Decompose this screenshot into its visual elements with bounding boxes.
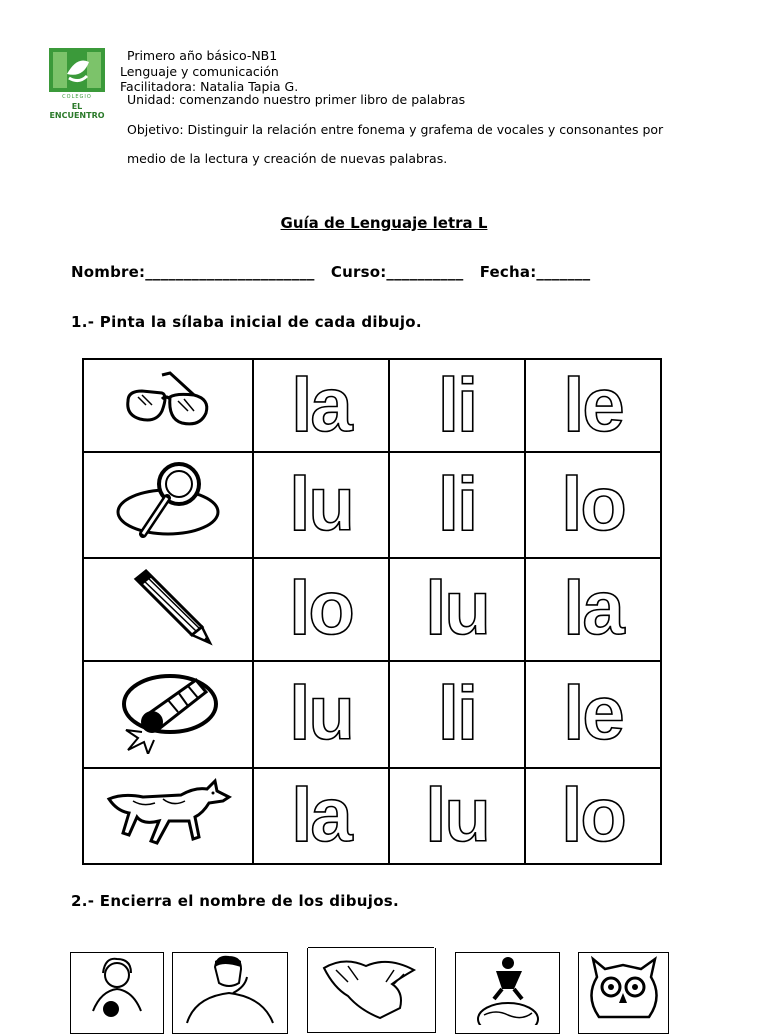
syllable[interactable]: la	[291, 773, 351, 859]
curso-field[interactable]: Curso:__________	[330, 263, 464, 281]
table-row	[83, 359, 661, 452]
table-row	[83, 661, 661, 769]
boy-icon	[173, 953, 287, 1025]
syllable-cell[interactable]	[389, 452, 525, 557]
flashlight-icon	[118, 670, 218, 754]
person-on-globe-icon	[456, 953, 559, 1025]
syllable[interactable]: lu	[425, 566, 489, 652]
syllable-cell[interactable]	[253, 558, 389, 661]
syllable-cell[interactable]	[389, 558, 525, 661]
header-subject: Lenguaje y comunicación	[120, 64, 279, 79]
logo-small-text: COLEGIO	[62, 94, 92, 100]
objective-line2: medio de la lectura y creación de nuevas palabras.	[127, 151, 448, 166]
glasses-icon	[118, 369, 218, 439]
syllable-cell[interactable]	[253, 359, 389, 452]
logo-text: EL ENCUENTRO	[49, 102, 105, 120]
girl-icon	[71, 953, 163, 1025]
syllable-cell[interactable]	[525, 359, 661, 452]
syllable[interactable]: la	[563, 566, 623, 652]
picture-cell	[83, 558, 253, 661]
syllable-table	[82, 358, 662, 865]
picture-box[interactable]	[70, 952, 164, 1034]
school-logo	[49, 48, 105, 120]
syllable-cell[interactable]	[525, 558, 661, 661]
header-unit: Unidad: comenzando nuestro primer libro de palabras	[127, 92, 466, 107]
syllable[interactable]: le	[563, 362, 623, 448]
syllable-cell[interactable]	[525, 768, 661, 864]
fecha-field[interactable]: Fecha:_______	[479, 263, 591, 281]
picture-cell	[83, 359, 253, 452]
syllable[interactable]: la	[291, 362, 351, 448]
exercise2-instruction: 2.- Encierra el nombre de los dibujos.	[71, 892, 400, 910]
wolf-icon	[103, 777, 233, 851]
syllable-cell[interactable]	[389, 768, 525, 864]
syllable[interactable]: lu	[289, 671, 353, 757]
header-teacher: Facilitadora: Natalia Tapia G.	[120, 79, 299, 94]
syllable[interactable]: lo	[561, 773, 625, 859]
picture-cell	[83, 661, 253, 769]
syllable[interactable]: lo	[289, 566, 353, 652]
picture-box[interactable]	[172, 952, 288, 1034]
syllable-cell[interactable]	[253, 768, 389, 864]
exercise1-instruction: 1.- Pinta la sílaba inicial de cada dibujo.	[71, 313, 422, 331]
magnifying-glass-icon	[113, 462, 223, 544]
table-row	[83, 452, 661, 557]
owl-icon	[579, 953, 668, 1025]
table-row	[83, 768, 661, 864]
syllable-cell[interactable]	[525, 452, 661, 557]
page-title: Guía de Lenguaje letra L	[280, 214, 488, 232]
syllable[interactable]: lo	[561, 461, 625, 547]
syllable-cell[interactable]	[253, 452, 389, 557]
picture-box[interactable]	[578, 952, 669, 1034]
syllable-cell[interactable]	[525, 661, 661, 769]
student-form	[71, 263, 590, 281]
picture-cell	[83, 452, 253, 557]
syllable[interactable]: li	[437, 461, 477, 547]
syllable[interactable]: le	[563, 671, 623, 757]
nombre-field[interactable]: Nombre:______________________	[71, 263, 315, 281]
syllable[interactable]: li	[437, 362, 477, 448]
syllable[interactable]: lu	[289, 461, 353, 547]
syllable[interactable]: lu	[425, 773, 489, 859]
table-row	[83, 558, 661, 661]
picture-box[interactable]	[455, 952, 560, 1034]
header-grade: Primero año básico-NB1	[127, 48, 278, 63]
syllable-cell[interactable]	[389, 661, 525, 769]
objective-line1: Objetivo: Distinguir la relación entre fonema y grafema de vocales y consonantes por	[127, 122, 664, 137]
picture-cell	[83, 768, 253, 864]
syllable-cell[interactable]	[253, 661, 389, 769]
eagle-icon	[308, 948, 435, 1024]
pencil-icon	[118, 567, 218, 647]
syllable-cell[interactable]	[389, 359, 525, 452]
picture-box[interactable]	[307, 948, 436, 1033]
syllable[interactable]: li	[437, 671, 477, 757]
